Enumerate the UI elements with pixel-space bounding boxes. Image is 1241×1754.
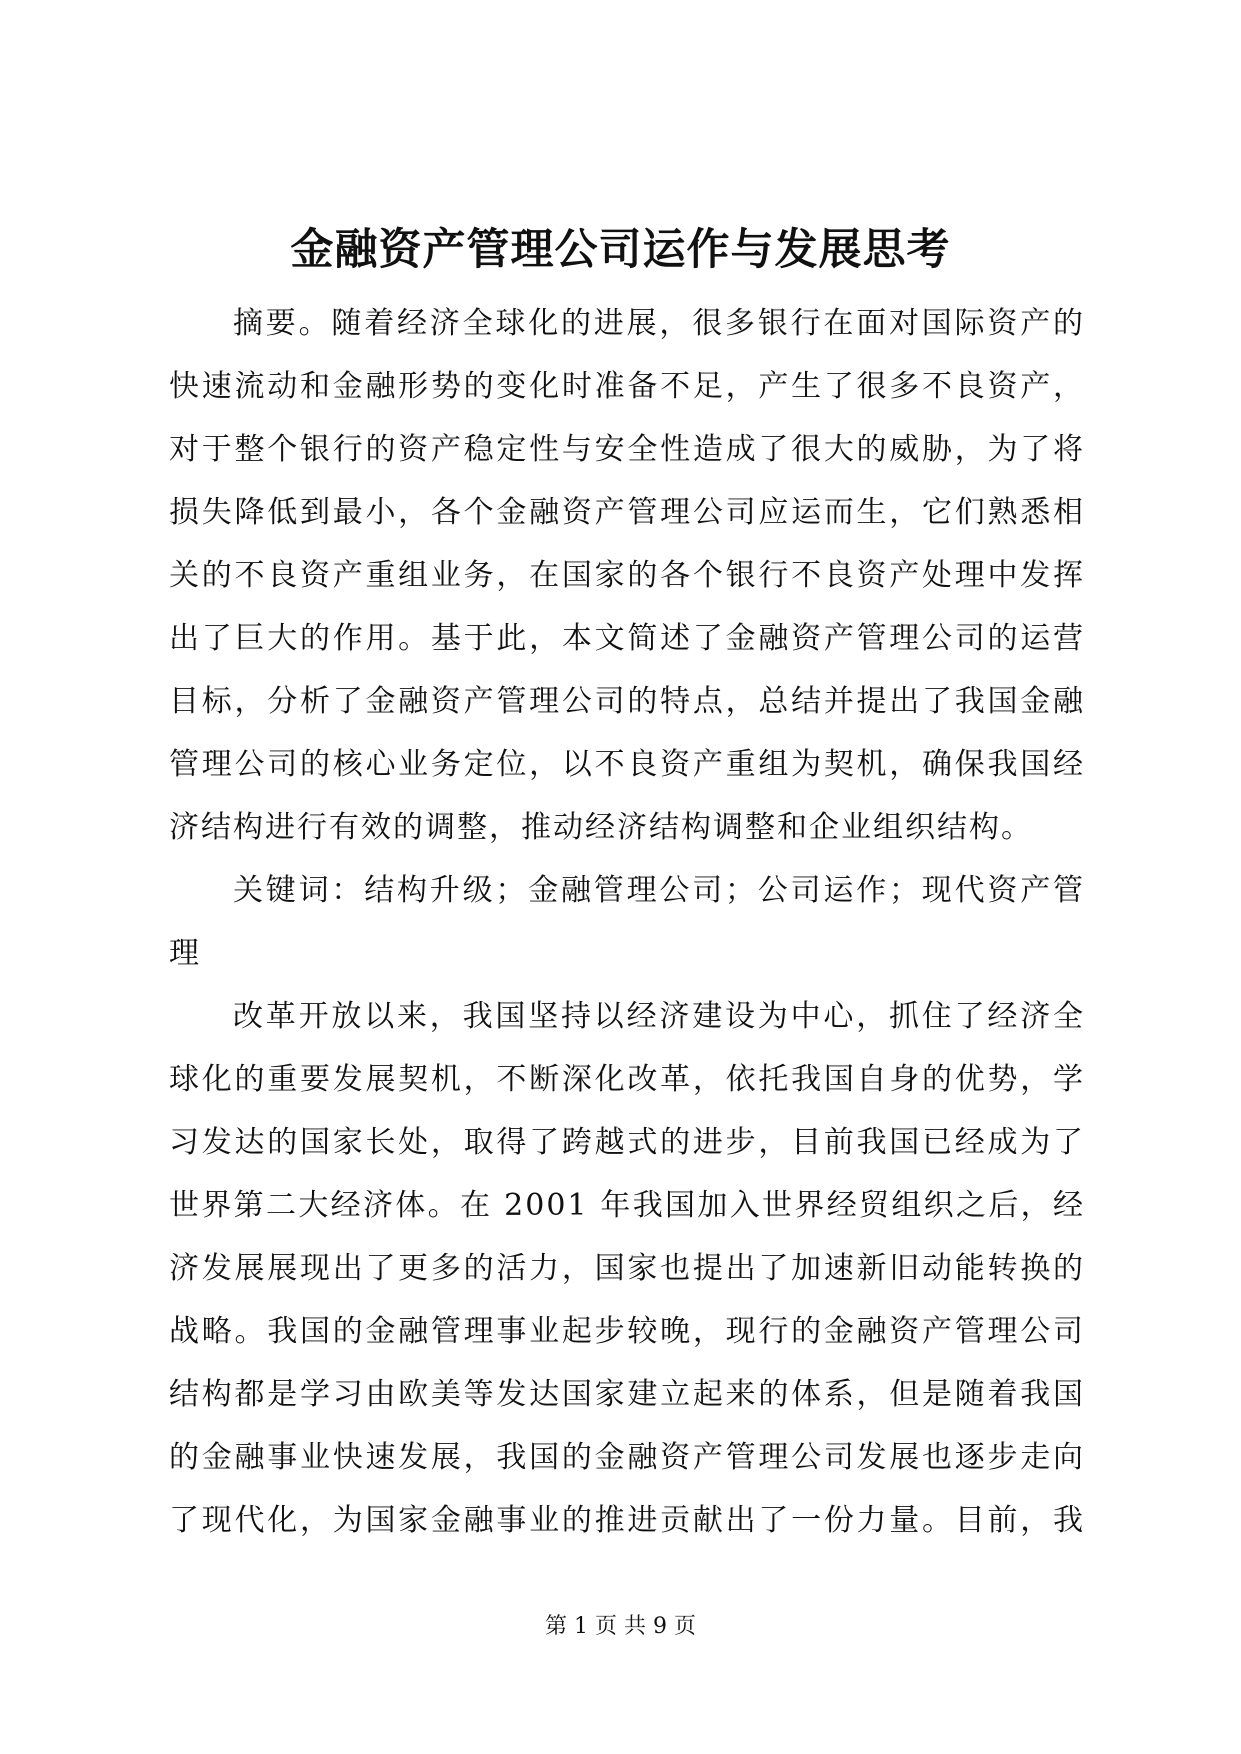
abstract-paragraph — [169, 292, 1085, 859]
text-line: 结构都是学习由欧美等发达国家建立起来的体系，但是随着我国 — [169, 1377, 1085, 1412]
text-line: 了现代化，为国家金融事业的推进贡献出了一份力量。目前，我 — [169, 1503, 1085, 1538]
text-line: 球化的重要发展契机，不断深化改革，依托我国自身的优势，学 — [169, 1062, 1085, 1097]
document-body — [169, 292, 1085, 1552]
text-line: 改革开放以来，我国坚持以经济建设为中心，抓住了经济全 — [233, 999, 1085, 1034]
text-line: 出了巨大的作用。基于此，本文简述了金融资产管理公司的运营 — [169, 621, 1085, 656]
document-title: 金融资产管理公司运作与发展思考 — [290, 225, 951, 275]
body-paragraph — [169, 985, 1085, 1552]
text-line: 对于整个银行的资产稳定性与安全性造成了很大的威胁，为了将 — [169, 432, 1085, 467]
text-line: 世界第二大经济体。在 2001 年我国加入世界经贸组织之后，经 — [169, 1188, 1085, 1223]
page-footer: 第 1 页 共 9 页 — [545, 1614, 696, 1639]
text-line: 的金融事业快速发展，我国的金融资产管理公司发展也逐步走向 — [169, 1440, 1085, 1475]
text-line: 关的不良资产重组业务，在国家的各个银行不良资产处理中发挥 — [169, 558, 1085, 593]
text-line: 摘要。随着经济全球化的进展，很多银行在面对国际资产的 — [233, 306, 1085, 341]
text-line: 快速流动和金融形势的变化时准备不足，产生了很多不良资产， — [169, 369, 1085, 404]
text-line: 济发展展现出了更多的活力，国家也提出了加速新旧动能转换的 — [169, 1251, 1085, 1286]
text-line: 损失降低到最小，各个金融资产管理公司应运而生，它们熟悉相 — [169, 495, 1085, 530]
text-line: 习发达的国家长处，取得了跨越式的进步，目前我国已经成为了 — [169, 1125, 1085, 1160]
text-line: 关键词：结构升级；金融管理公司；公司运作；现代资产管 — [233, 873, 1085, 908]
text-line: 战略。我国的金融管理事业起步较晚，现行的金融资产管理公司 — [169, 1314, 1085, 1349]
text-line: 管理公司的核心业务定位，以不良资产重组为契机，确保我国经 — [169, 747, 1085, 782]
text-line: 理 — [169, 936, 201, 971]
text-line: 目标，分析了金融资产管理公司的特点，总结并提出了我国金融 — [169, 684, 1085, 719]
keywords-paragraph — [169, 859, 1085, 985]
text-line: 济结构进行有效的调整，推动经济结构调整和企业组织结构。 — [169, 810, 1033, 845]
